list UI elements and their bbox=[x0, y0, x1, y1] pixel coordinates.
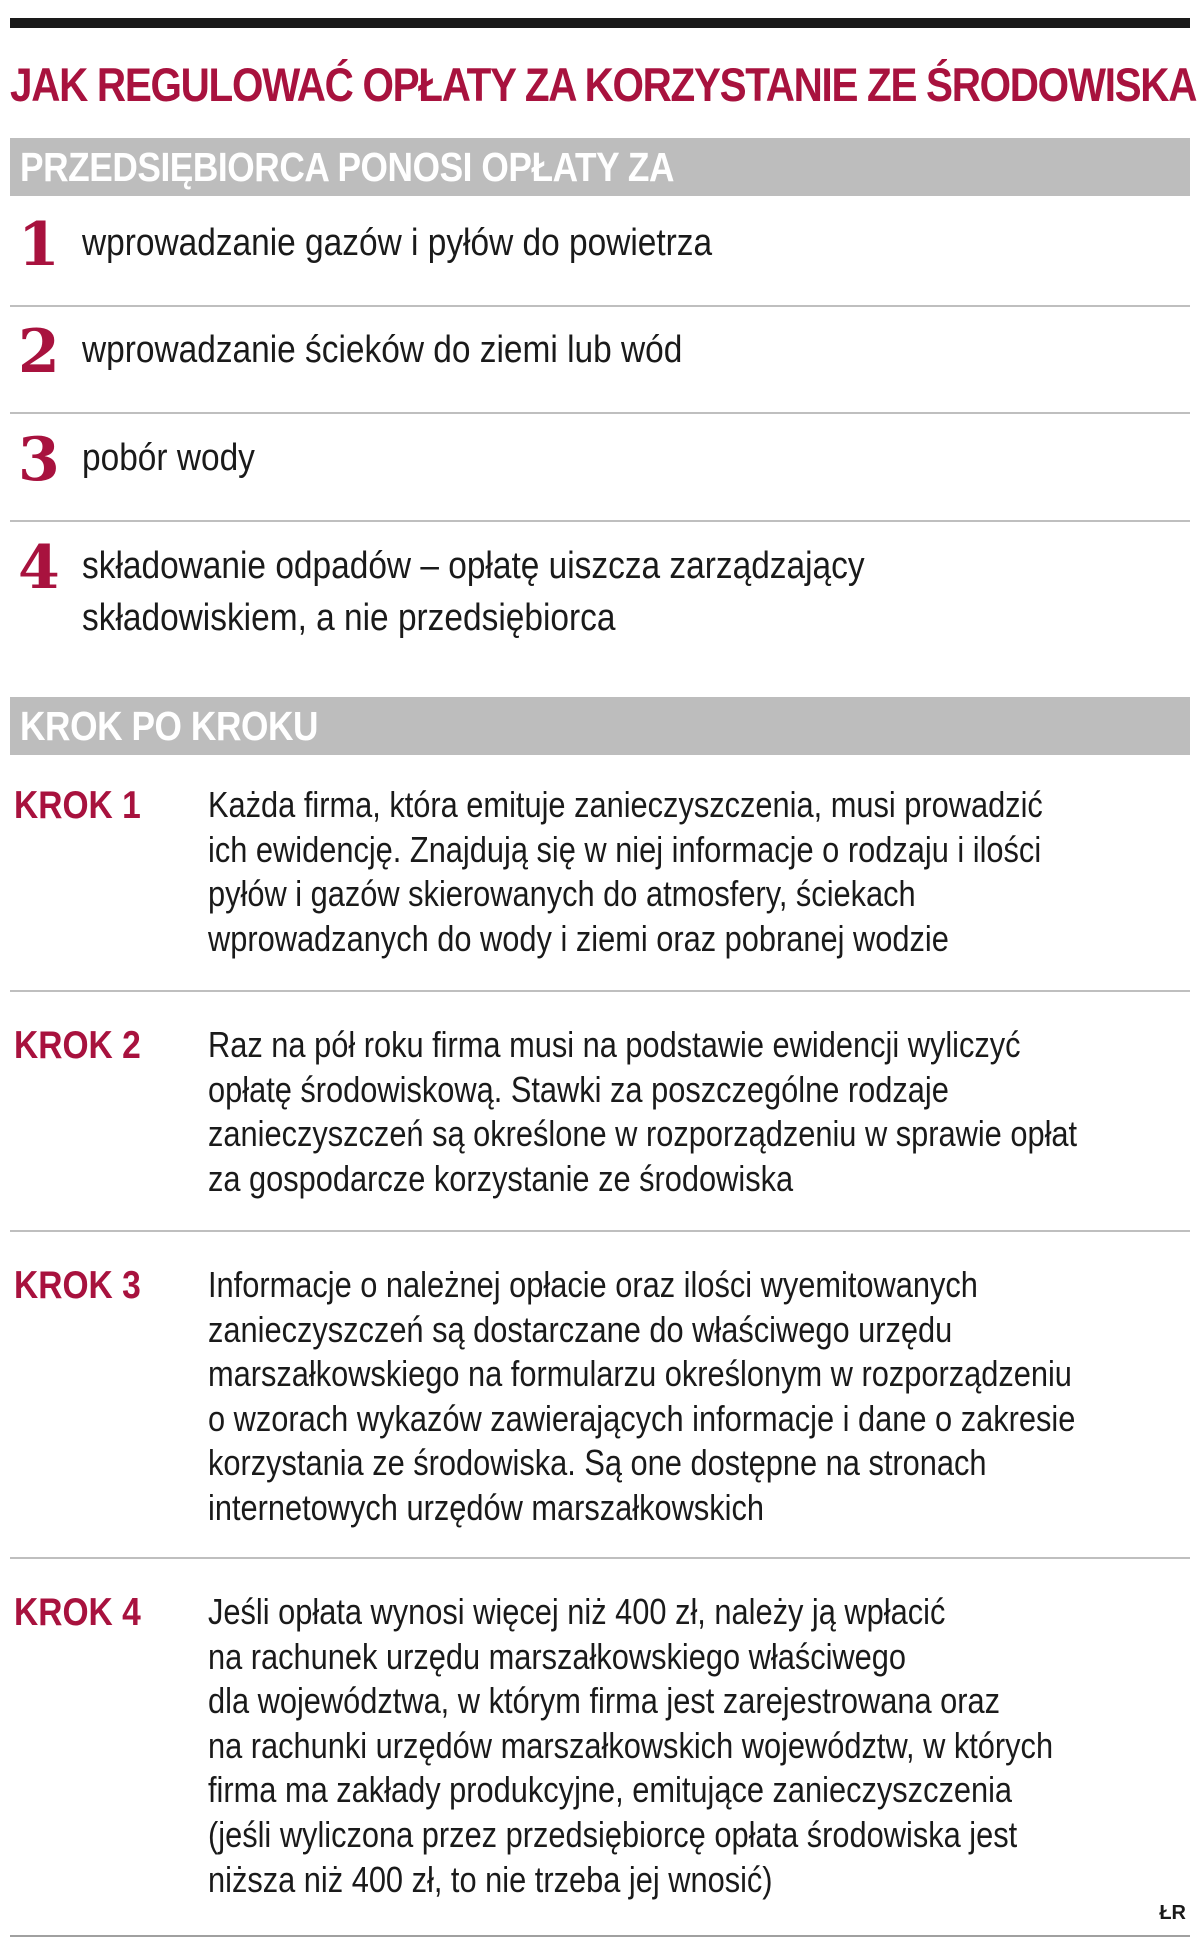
fee-item-1 bbox=[10, 205, 1190, 295]
steps-section-header-label: KROK PO KROKU bbox=[20, 703, 319, 749]
step-text: Raz na pół roku firma musi na podstawie ewidencji wyliczyć opłatę środowiskową. Stawki za poszczególne rodzaje zanieczyszczeń są określone w rozporządzeniu w sprawie opłat za gospodarcze korzystanie ze środowiska bbox=[208, 1024, 1078, 1199]
divider bbox=[10, 990, 1190, 992]
steps-section-header bbox=[10, 697, 1190, 755]
page-title: JAK REGULOWAĆ OPŁATY ZA KORZYSTANIE ZE ŚRODOWISKA bbox=[10, 58, 1197, 111]
top-rule bbox=[10, 18, 1190, 28]
fees-section-header bbox=[10, 138, 1190, 196]
divider bbox=[10, 412, 1190, 414]
step-label: KROK 3 bbox=[14, 1264, 141, 1307]
fee-item-text: wprowadzanie ścieków do ziemi lub wód bbox=[82, 329, 683, 371]
step-text: Jeśli opłata wynosi więcej niż 400 zł, należy ją wpłacić na rachunek urzędu marszałkowskiego właściwego dla województwa, w którym firma jest zarejestrowana oraz na rachunki urzędów marszałkowskich województw, w których firma ma zakłady produkcyjne, emitujące zanieczyszczenia (jeśli wyliczona przez przedsiębiorcę opłata środowiska jest niższa niż 400 zł, to nie trzeba jej wnosić) bbox=[208, 1591, 1054, 1900]
fee-item-text: składowanie odpadów – opłatę uiszcza zarządzający składowiskiem, a nie przedsiębiorca bbox=[82, 545, 865, 639]
fee-item-number: 1 bbox=[18, 210, 60, 280]
step-label: KROK 2 bbox=[14, 1024, 141, 1067]
fee-item-text: wprowadzanie gazów i pyłów do powietrza bbox=[82, 222, 713, 264]
divider bbox=[10, 1557, 1190, 1559]
fee-item-number: 4 bbox=[18, 533, 60, 603]
step-text: Każda firma, która emituje zanieczyszczenia, musi prowadzić ich ewidencję. Znajdują się w niej informacje o rodzaju i ilości pyłów i gazów skierowanych do atmosfery, ściekach wprowadzanych do wody i ziemi oraz pobranej wodzie bbox=[208, 784, 1043, 959]
step-text: Informacje o należnej opłacie oraz ilości wyemitowanych zanieczyszczeń są dostarczane do właściwego urzędu marszałkowskiego na formularzu określonym w rozporządzeniu o wzorach wykazów zawierających informacje i dane o zakresie korzystania ze środowiska. Są one dostępne na stronach internetowych urzędów marszałkowskich bbox=[208, 1264, 1076, 1528]
author-credit: ŁR bbox=[1159, 1902, 1186, 1924]
fee-item-number: 3 bbox=[18, 425, 60, 495]
step-label: KROK 1 bbox=[14, 784, 141, 827]
fee-item-2 bbox=[10, 312, 1190, 402]
divider bbox=[10, 305, 1190, 307]
fee-item-3 bbox=[10, 420, 1190, 510]
fee-item-4 bbox=[10, 528, 1190, 658]
fees-section-header-label: PRZEDSIĘBIORCA PONOSI OPŁATY ZA bbox=[20, 144, 675, 190]
divider bbox=[10, 520, 1190, 522]
fee-item-number: 2 bbox=[18, 317, 60, 387]
divider bbox=[10, 1230, 1190, 1232]
bottom-rule bbox=[10, 1935, 1190, 1937]
fee-item-text: pobór wody bbox=[82, 437, 255, 479]
step-label: KROK 4 bbox=[14, 1591, 141, 1634]
